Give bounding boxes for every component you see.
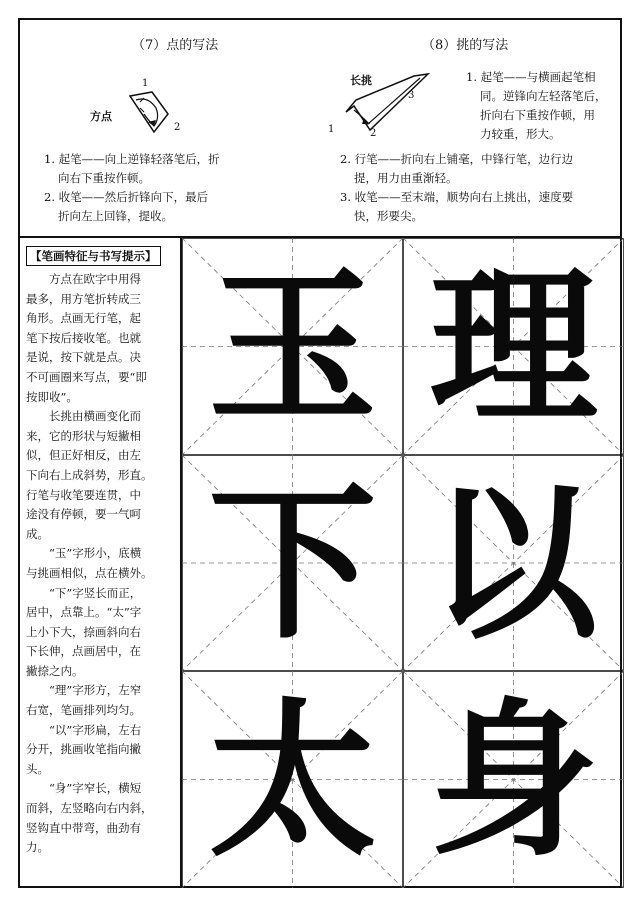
section-8-step-1: [466, 68, 607, 144]
notes-line: 竖钩直中带弯，曲劲有: [26, 820, 141, 835]
step-line: 力较重，形大。: [480, 127, 561, 141]
notes-paragraph: [26, 407, 176, 544]
long-rise-num-3: 3: [408, 90, 415, 101]
grid-cell: [403, 671, 624, 888]
section-8-steps-2-3: [340, 150, 573, 226]
model-character: 玉: [208, 247, 377, 446]
notes-line: 成。: [26, 526, 49, 541]
long-rise-label: 长挑: [350, 74, 372, 87]
notes-line: 来，它的形状与短撇相: [26, 428, 141, 443]
step-line: 2. 收笔——然后折锋向下，最后: [44, 190, 209, 204]
section-7-title: （7）点的写法: [132, 38, 219, 53]
notes-line: “以”字形扁，左右: [26, 722, 142, 737]
notes-line: 分开，挑画收笔指向撇: [26, 742, 141, 757]
notes-line: 居中，点靠上。“太”字: [26, 605, 142, 620]
notes-line: 下向右上成斜势，形直。: [26, 467, 153, 482]
step-line: 1. 起笔——向上逆锋轻落笔后，折: [44, 152, 220, 166]
page-frame: [18, 18, 622, 888]
square-dot-num-1: 1: [142, 78, 149, 89]
grid-cell: [182, 238, 403, 455]
section-8-title: （8）挑的写法: [422, 38, 509, 53]
step-line: 1. 起笔——与横画起笔相: [466, 70, 596, 84]
notes-line: 而斜，左竖略向右内斜，: [26, 801, 153, 816]
grid-cell: [182, 455, 403, 671]
notes-body: [26, 270, 176, 858]
section-7-steps: [44, 150, 220, 226]
step-line: 同。逆锋向左轻落笔后，: [480, 89, 607, 103]
notes-line: 行笔与收笔要连贯，中: [26, 487, 141, 502]
notes-line: 途没有停顿，要一气呵: [26, 507, 141, 522]
notes-line: 力。: [26, 840, 49, 855]
notes-column: [20, 238, 182, 888]
long-rise-num-1: 1: [328, 124, 335, 135]
model-character: 太: [208, 680, 377, 879]
step-line: 3. 收笔——至末端，顺势向右上挑出，速度要: [340, 190, 574, 204]
notes-paragraph: [26, 779, 176, 857]
long-rise-stroke-icon: [324, 66, 454, 146]
notes-line: 最多，用方笔折转成三: [26, 291, 141, 306]
step-line: 向右下重按作顿。: [58, 171, 150, 185]
notes-line: 下长伸，点画居中，在: [26, 644, 141, 659]
notes-line: 按即收”。: [26, 389, 78, 404]
model-character: 身: [429, 680, 598, 879]
notes-line: 撇捺之内。: [26, 663, 84, 678]
notes-line: 方点在欧字中用得: [26, 272, 141, 286]
notes-header: 【笔画特征与书写提示】: [26, 246, 161, 266]
square-dot-label: 方点: [90, 110, 112, 123]
notes-line: 角形。点画无行笔，起: [26, 311, 141, 326]
step-line: 快，形要尖。: [354, 209, 423, 223]
stroke-methods-section: [20, 20, 620, 238]
step-line: 2. 行笔——折向右上铺毫，中锋行笔，边行边: [340, 152, 574, 166]
model-character: 以: [429, 464, 598, 662]
practice-grid: [182, 238, 624, 888]
long-rise-diagram: [324, 66, 454, 146]
notes-paragraph: [26, 681, 176, 779]
long-rise-num-2: 2: [370, 128, 377, 139]
grid-cell: [182, 671, 403, 888]
notes-line: “玉”字形小，底横: [26, 546, 142, 561]
notes-paragraph: [26, 270, 176, 407]
model-character: 下: [208, 464, 377, 662]
notes-line: 是说，按下就是点。决: [26, 350, 141, 365]
notes-line: 不可画圈来写点，要“即: [26, 369, 147, 384]
grid-cell: [403, 238, 624, 455]
notes-line: 长挑由横画变化而: [26, 409, 141, 424]
notes-line: 与挑画相似，点在横外。: [26, 565, 153, 580]
notes-line: 笔下按后接收笔。也就: [26, 330, 141, 345]
notes-line: 头。: [26, 761, 49, 776]
notes-line: 似，但正好相反，由左: [26, 448, 141, 463]
grid-cell: [403, 455, 624, 671]
notes-paragraph: [26, 544, 176, 681]
notes-line: “理”字形方，左窄: [26, 683, 142, 698]
square-dot-diagram: [90, 78, 200, 148]
step-line: 折向右下重按作顿，用: [480, 108, 595, 122]
square-dot-num-2: 2: [174, 122, 181, 133]
notes-line: 右宽，笔画排列均匀。: [26, 703, 141, 718]
notes-line: 上小下大，捺画斜向右: [26, 624, 141, 639]
step-line: 提，用力由重渐轻。: [354, 171, 458, 185]
notes-line: “身”字窄长，横短: [26, 781, 142, 796]
model-character: 理: [429, 247, 598, 446]
step-line: 折向左上回锋，提收。: [58, 209, 173, 223]
notes-line: “下”字竖长而正，: [26, 585, 142, 600]
